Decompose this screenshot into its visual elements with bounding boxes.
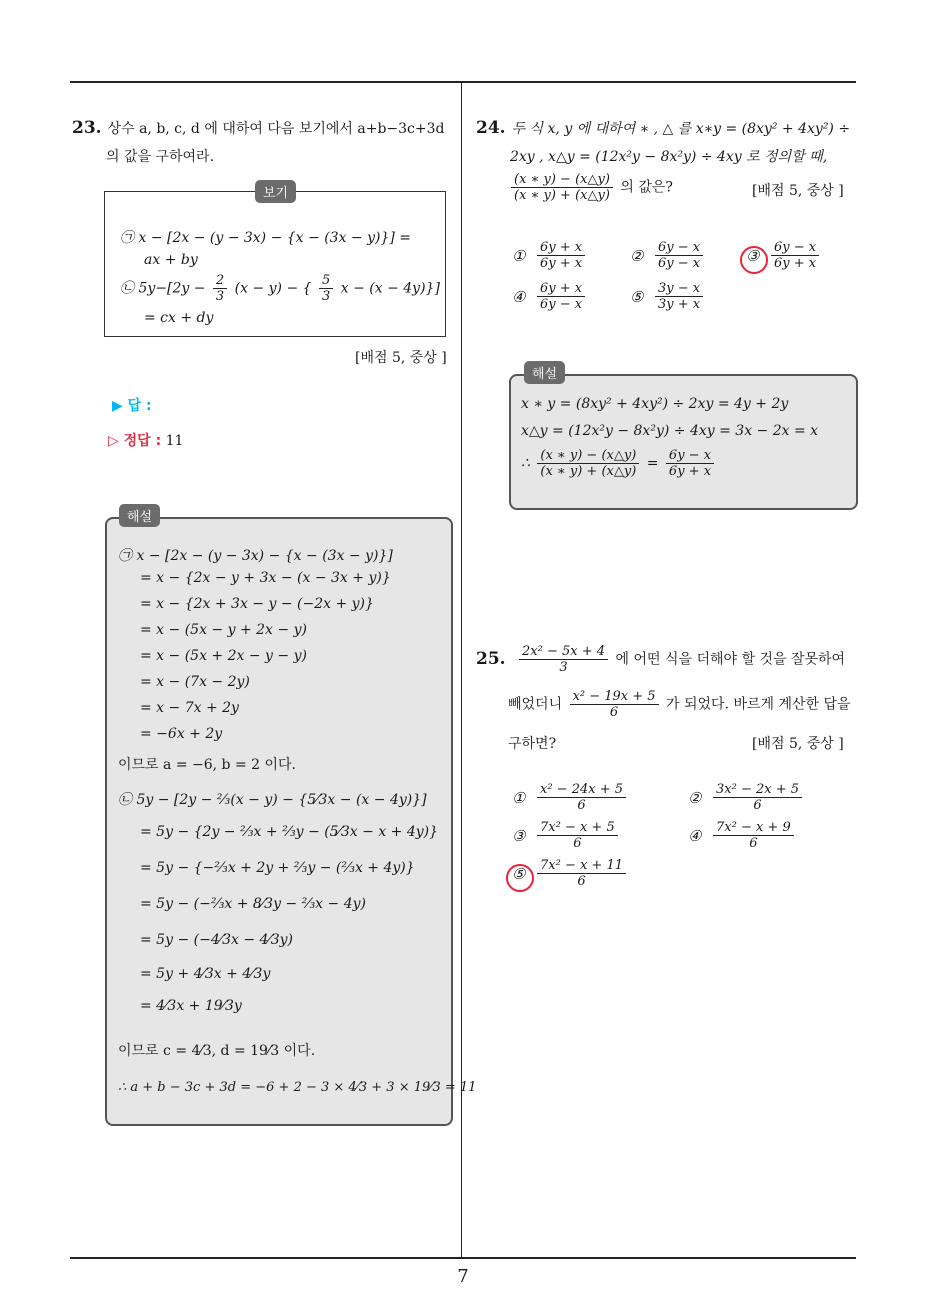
top-rule bbox=[70, 81, 856, 83]
q24-solution-box bbox=[509, 374, 858, 510]
q23-sol-15: = 4⁄3x + 19⁄3y bbox=[140, 998, 242, 1014]
q23-sol-13: = 5y − (−4⁄3x − 4⁄3y) bbox=[140, 932, 294, 948]
q23-sol-1: = x − {2x − y + 3x − (x − 3x + y)} bbox=[140, 570, 391, 586]
q23-box-line2: ax + by bbox=[144, 252, 198, 268]
q24-line3 bbox=[508, 172, 673, 203]
q23-box-line4: = cx + dy bbox=[144, 310, 214, 326]
q24-text-1: 두 식 x, y 에 대하여 ∗ , △ 를 x∗y = (8xy² + 4xy²) ÷ bbox=[511, 121, 851, 137]
q25-line2-tail: 가 되었다. 바르게 계산한 답을 bbox=[666, 696, 851, 713]
q23-box-l3c: x − (x − 4y)}] bbox=[340, 280, 440, 297]
q23-points: [배점 5, 중상 ] bbox=[355, 350, 447, 366]
q23-sol-10: = 5y − {2y − ⅔x + ⅔y − (5⁄3x − x + 4y)} bbox=[140, 824, 439, 840]
q23-sol-14: = 5y + 4⁄3x + 4⁄3y bbox=[140, 966, 271, 982]
page-number: 7 bbox=[457, 1266, 469, 1287]
q25-choice-3[interactable]: ③ $\frac{\text{7x² − x + 5}}{6}$ bbox=[512, 820, 621, 851]
q25-frac-first: $\frac{\text{2x² − 5x + 4}}{3}$ bbox=[519, 644, 608, 675]
q25-line2 bbox=[508, 689, 851, 720]
q23-sol-6: = x − 7x + 2y bbox=[140, 700, 239, 716]
q25-choice-1[interactable]: ① $\frac{\text{x² − 24x + 5}}{6}$ bbox=[512, 782, 629, 813]
q24-sol-2: x△y = (12x²y − 8x²y) ÷ 4xy = 3x − 2x = x bbox=[521, 423, 819, 439]
q23-box-l3a: ㉡ 5y−[2y − bbox=[120, 280, 206, 297]
q24-points: [배점 5, 중상 ] bbox=[752, 183, 844, 199]
q24-line2: 2xy , x△y = (12x²y − 8x²y) ÷ 4xy 로 정의할 때, bbox=[510, 149, 828, 165]
q23-number: 23. bbox=[72, 118, 102, 138]
q23-box-line1: ㉠ x − [2x − (y − 3x) − {x − (3x − y)}] = bbox=[120, 230, 412, 246]
q23-sol-3: = x − (5x − y + 2x − y) bbox=[140, 622, 307, 638]
q25-line1-tail: 에 어떤 식을 더해야 할 것을 잘못하여 bbox=[615, 651, 846, 668]
q25-choice-5[interactable]: ⑤ $\frac{\text{7x² − x + 11}}{6}$ bbox=[512, 858, 629, 889]
q25-choice-4[interactable]: ④ $\frac{\text{7x² − x + 9}}{6}$ bbox=[688, 820, 797, 851]
q23-answer-label: ▶ 답 : bbox=[112, 398, 152, 414]
q25-line3: 구하면? bbox=[508, 736, 557, 752]
q23-box-frac-5-3: $\frac{5}{3}$ bbox=[319, 273, 333, 304]
q25-line1 bbox=[476, 644, 845, 675]
q24-choice-4[interactable]: ④ $\frac{6y + x}{6y - x}$ bbox=[512, 281, 588, 312]
q25-line2-head: 빼었더니 bbox=[508, 696, 563, 713]
q24-main-frac: $\frac{(x ∗ y) - (x\triangle y)}{(x ∗ y) + (x\triangle y)}$ bbox=[511, 172, 613, 203]
q24-choice-3[interactable]: ③ $\frac{6y - x}{6y + x}$ bbox=[746, 240, 822, 271]
q23-text-1: 상수 a, b, c, d 에 대하여 다음 보기에서 a+b−3c+3d bbox=[107, 121, 445, 137]
q23-example-label: 보기 bbox=[255, 180, 296, 203]
q23-solution-label: 해설 bbox=[119, 504, 160, 527]
q23-correct-answer: ▷ 정답 : 11 bbox=[108, 433, 184, 449]
q23-sol-9: ㉡ 5y − [2y − ⅔(x − y) − {5⁄3x − (x − 4y)}] bbox=[118, 792, 427, 808]
q23-sol-4: = x − (5x + 2x − y − y) bbox=[140, 648, 307, 664]
q23-line1 bbox=[72, 118, 445, 138]
q24-sol-3: ∴ $\frac{(x ∗ y) - (x\triangle y)}{(x ∗ y) + (x\triangle y)}$ = $\frac{6y - x}{6y + x}$ bbox=[521, 448, 717, 479]
q25-frac-second: $\frac{\text{x² − 19x + 5}}{6}$ bbox=[570, 689, 659, 720]
q23-line2: 의 값을 구하여라. bbox=[106, 149, 215, 165]
q23-sol-16: 이므로 c = 4⁄3, d = 19⁄3 이다. bbox=[118, 1043, 316, 1059]
bottom-rule bbox=[70, 1257, 856, 1259]
q23-sol-8: 이므로 a = −6, b = 2 이다. bbox=[118, 757, 296, 773]
q23-box-line3 bbox=[120, 273, 440, 304]
q25-choice-2[interactable]: ② $\frac{\text{3x² − 2x + 5}}{6}$ bbox=[688, 782, 805, 813]
q24-choice-5[interactable]: ⑤ $\frac{3y - x}{3y + x}$ bbox=[630, 281, 706, 312]
q23-sol-12: = 5y − (−⅔x + 8⁄3y − ⅔x − 4y) bbox=[140, 896, 366, 912]
q23-sol-2: = x − {2x + 3x − y − (−2x + y)} bbox=[140, 596, 374, 612]
q23-sol-17: ∴ a + b − 3c + 3d = −6 + 2 − 3 × 4⁄3 + 3 × 19⁄3 = 11 bbox=[118, 1080, 477, 1095]
q24-line1 bbox=[476, 118, 850, 138]
q24-selected-circle bbox=[740, 246, 768, 274]
q25-number: 25. bbox=[476, 648, 506, 669]
q23-sol-5: = x − (7x − 2y) bbox=[140, 674, 250, 690]
q24-line3-tail: 의 값은? bbox=[620, 179, 673, 196]
q25-selected-circle bbox=[506, 864, 534, 892]
q23-sol-11: = 5y − {−⅔x + 2y + ⅔y − (⅔x + 4y)} bbox=[140, 860, 415, 876]
q23-sol-0: ㉠ x − [2x − (y − 3x) − {x − (3x − y)}] bbox=[118, 548, 393, 564]
q23-sol-7: = −6x + 2y bbox=[140, 726, 223, 742]
q23-box-frac-2-3: $\frac{2}{3}$ bbox=[213, 273, 227, 304]
q25-points: [배점 5, 중상 ] bbox=[752, 736, 844, 752]
q24-solution-label: 해설 bbox=[524, 361, 565, 384]
q24-choice-1[interactable]: ① $\frac{6y + x}{6y + x}$ bbox=[512, 240, 588, 271]
q23-box-l3b: (x − y) − { bbox=[234, 280, 312, 297]
q24-sol-1: x ∗ y = (8xy² + 4xy²) ÷ 2xy = 4y + 2y bbox=[521, 396, 789, 412]
q24-choice-2[interactable]: ② $\frac{6y - x}{6y - x}$ bbox=[630, 240, 706, 271]
q24-number: 24. bbox=[476, 118, 506, 138]
